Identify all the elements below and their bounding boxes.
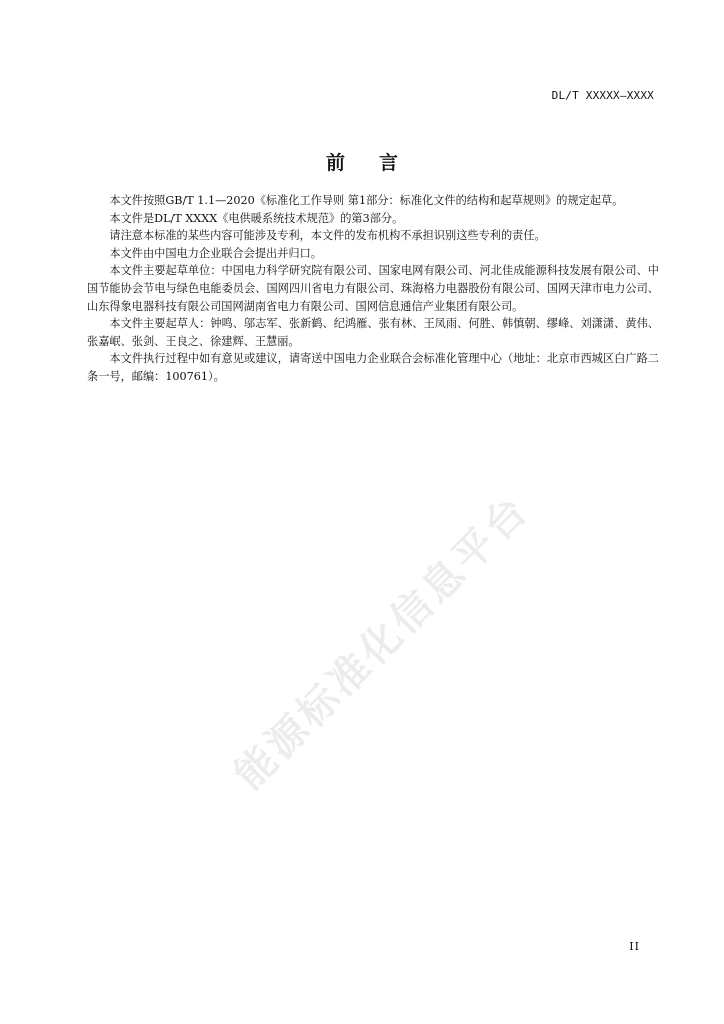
document-code: DL/T XXXXX—XXXX xyxy=(551,89,654,102)
paragraph-drafting-rules: 本文件按照GB/T 1.1—2020《标准化工作导则 第1部分：标准化文件的结构和起草规则》的规定起草。 xyxy=(109,194,624,207)
page-number: II xyxy=(629,940,640,953)
title-char-1: 前 xyxy=(325,152,345,174)
watermark: 能源标准化信息平台 xyxy=(226,486,539,799)
paragraph-feedback: 本文件执行过程中如有意见或建议，请寄送中国电力企业联合会标准化管理中心（地址：北京市西城区白广路二条一号，邮编：100761）。 xyxy=(87,352,659,383)
title-char-2: 言 xyxy=(379,152,399,174)
paragraph-drafting-units: 本文件主要起草单位：中国电力科学研究院有限公司、国家电网有限公司、河北佳成能源科技发展有限公司、中国节能协会节电与绿色电能委员会、国网四川省电力有限公司、珠海格力电器股份有限公司、国网天津市电力公司、山东得象电器科技有限公司国网湖南省电力有限公司、国网信息通信产业集团有限公司。 xyxy=(87,264,659,313)
paragraph-drafters: 本文件主要起草人：钟鸣、邬志军、张新鹤、纪鸿雁、张有林、王凤雨、何胜、韩慎朝、缪峰、刘潇潇、黄伟、张嘉岷、张剑、王良之、徐建辉、王慧丽。 xyxy=(87,317,659,348)
paragraph-part-info: 本文件是DL/T XXXX《电供暖系统技术规范》的第3部分。 xyxy=(109,211,404,225)
page-title xyxy=(0,148,724,175)
foreword-body xyxy=(87,192,659,386)
paragraph-proposer: 本文件由中国电力企业联合会提出并归口。 xyxy=(109,246,322,260)
paragraph-patent-notice: 请注意本标准的某些内容可能涉及专利，本文件的发布机构不承担识别这些专利的责任。 xyxy=(109,229,546,243)
